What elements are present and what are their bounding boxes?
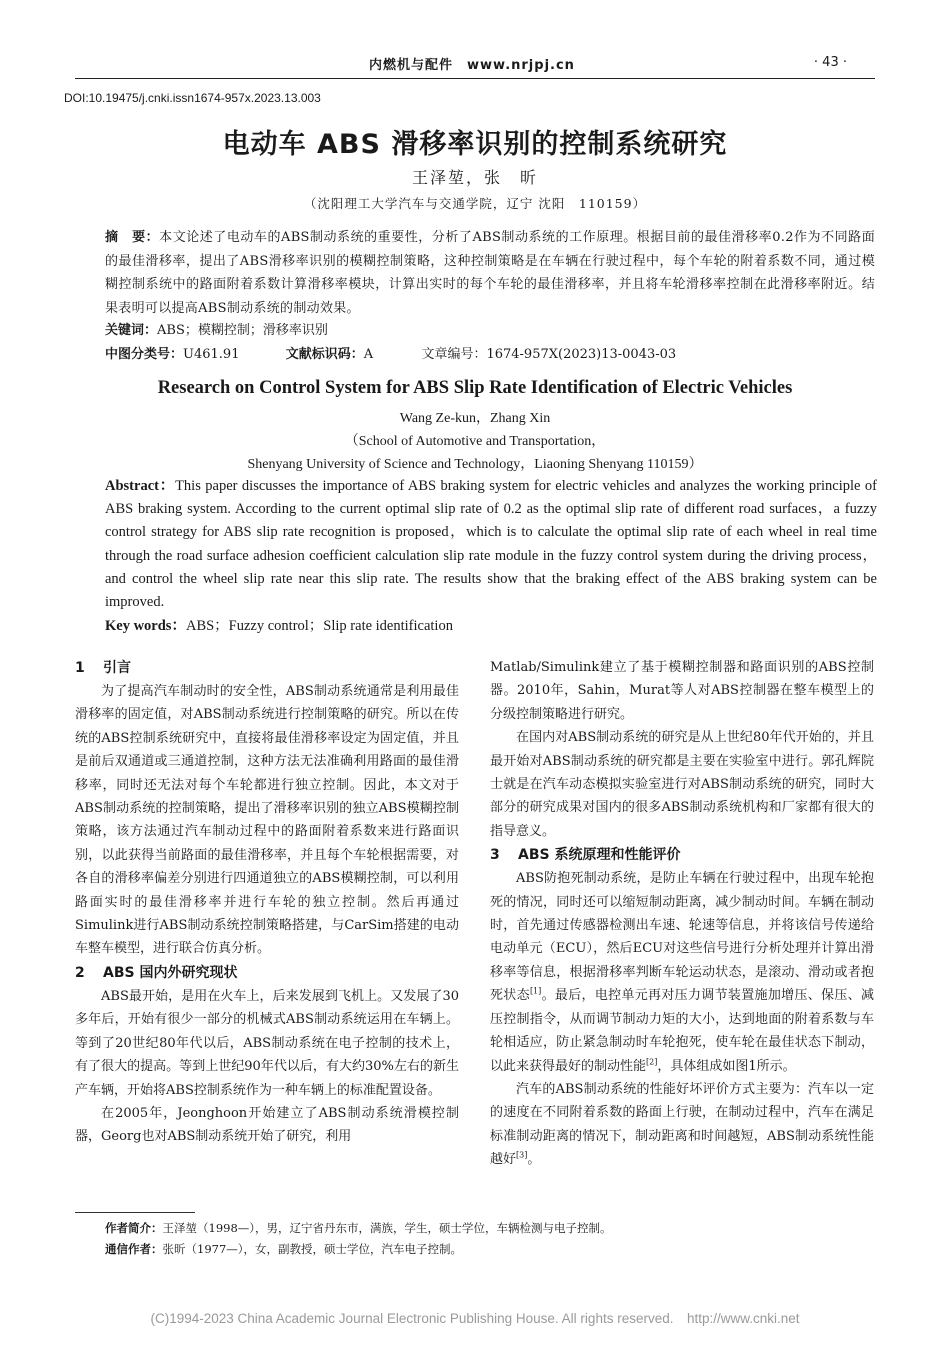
s3-p1-text-a: ABS防抱死制动系统，是防止车辆在行驶过程中，出现车轮抱死的情况，同时还可以缩短制动距离，减少制动时间。车辆在制动时，首先通过传感器检测出车速、轮速等信息，并将该信号传递给电动单元（ECU），然后ECU对这些信号进行分析处理并计算出滑移率等信息，根据滑移率判断车轮运动状态，是滚动、滑动或者抱死状态 [490,871,874,1004]
authors-chinese: 王泽堃，张 昕 [411,168,538,187]
abstract-en-label: Abstract： [105,478,176,494]
title-english: Research on Control System for ABS Slip Rate Identification of Electric Vehicles [157,378,793,398]
footnotes [105,1218,612,1260]
affiliation-chinese: （沈阳理工大学汽车与交通学院，辽宁 沈阳 110159） [303,196,647,211]
section-3-paragraph-1 [490,867,874,1078]
authors-english: Wang Ze-kun，Zhang Xin [399,411,551,426]
keywords-cn-text: ABS；模糊控制；滑移率识别 [157,323,328,338]
footnote-divider [75,1212,195,1213]
section-2-number: 2 [75,964,85,981]
abstract-english [105,475,877,614]
s3-p1-text-b: 。最后，电控单元再对压力调节装置施加增压、保压、减压控制指令，从而调节制动力矩的大小，达到地面的附着系数与车轮相适应，防止紧急制动时车轮抱死，使车轮在最佳状态下制动，以此来获得最好的制动性能 [490,988,874,1074]
abstract-en-text: This paper discusses the importance of ABS braking system for electric vehicles and analyzes the working principle of ABS braking system. According to the current optimal slip rate of 0.2 as the optimal slip rate of different road surfaces，a fuzzy control strategy for ABS slip rate recognition is proposed，which is to calculate the optimal slip rate of each wheel in real time through the road surface adhesion coefficient calculation slip rate module in the fuzzy control system during the driving process，and control the wheel slip rate near this slip rate. The results show that the braking effect of the ABS braking system can be improved. [105,478,877,611]
affiliation-english-line1: （School of Automotive and Transportation， [344,434,606,449]
keywords-en-label: Key words： [105,618,186,634]
doc-code-label: 文献标识码： [285,347,364,362]
author-bio-text: 王泽堃（1998—），男，辽宁省丹东市，满族，学生，硕士学位，车辆检测与电子控制。 [162,1221,612,1235]
article-no-value: 1674-957X(2023)13-0043-03 [486,347,677,362]
author-bio-label: 作者简介： [105,1221,163,1235]
body-column-right [490,656,874,1172]
clc-label: 中图分类号： [105,347,184,362]
section-1-paragraph: 为了提高汽车制动时的安全性，ABS制动系统通常是利用最佳滑移率的固定值，对ABS制动系统进行控制策略的研究。所以在传统的ABS控制系统研究中，直接将最佳滑移率设定为固定值，并且是前后双通道或三通道控制，这种方法无法准确利用路面的最佳滑移率，同时还无法对每个车轮都进行独立控制。因此，本文对于ABS制动系统的控制策略，提出了滑移率识别的独立ABS模糊控制策略，该方法通过汽车制动过程中的路面附着系数来进行路面识别，以此获得当前路面的最佳滑移率，并且每个车轮根据需要，对各自的滑移率偏差分别进行四通道独立的ABS模糊控制，可以利用路面实时的最佳滑移率并进行车轮的独立控制。然后再通过Simulink进行ABS制动系统控制策略搭建，与CarSim搭建的电动车整车模型，进行联合仿真分析。 [75,684,459,957]
section-3-number: 3 [490,847,500,864]
journal-name: 内燃机与配件 www.nrjpj.cn [369,58,575,73]
s3-p1-text-c: ，具体组成如图1所示。 [657,1058,796,1074]
section-2-paragraph-1: ABS最开始，是用在火车上，后来发展到飞机上。又发展了30多年后，开始有很少一部分的机械式ABS制动系统运用在车辆上。等到了20世纪80年代以后，ABS制动系统在电子控制的技术上，有了很大的提高。等到上世纪90年代以后，有大约30%左右的新生产车辆，开始将ABS控制系统作为一种车辆上的标准配置设备。 [75,988,459,1098]
corresponding-author [105,1239,612,1260]
title-chinese: 电动车 ABS 滑移率识别的控制系统研究 [222,129,728,160]
author-bio [105,1218,612,1239]
page-number: · 43 · [813,55,847,70]
section-3-paragraph-2 [490,1078,874,1172]
s3-p2-text-a: 汽车的ABS制动系统的性能好坏评价方式主要为：汽车以一定的速度在不同附着系数的路面上行驶，在制动过程中，汽车在满足标准制动距离的情况下，制动距离和时间越短，ABS制动系统性能越好 [490,1081,874,1168]
section-2-paragraph-3: 在国内对ABS制动系统的研究是从上世纪80年代开始的，并且最开始对ABS制动系统的研究都是主要在实验室中进行。郭孔辉院士就是在汽车动态模拟实验室进行对ABS制动系统的研究，同时大部分的研究成果对国内的很多ABS制动系统机构和厂家都有很大的指导意义。 [490,730,874,839]
keywords-english [105,614,453,635]
running-header [75,52,875,79]
doi[interactable]: DOI:10.19475/j.cnki.issn1674-957x.2023.13.003 [64,91,321,105]
section-1-number: 1 [75,660,85,676]
section-2-title: ABS 国内外研究现状 [103,964,238,981]
citation-1[interactable]: [1] [529,986,542,996]
citation-2[interactable]: [2] [646,1057,658,1067]
keywords-en-text: ABS；Fuzzy control；Slip rate identification [185,618,453,634]
section-1-title: 引言 [103,660,131,676]
section-2-heading [75,961,459,985]
classification-line [105,343,676,362]
abstract-cn-label: 摘 要： [105,230,160,245]
clc-value: U461.91 [183,347,240,362]
citation-3[interactable]: [3] [516,1150,528,1160]
keywords-chinese [105,319,328,338]
corresponding-author-label: 通信作者： [105,1242,163,1256]
keywords-cn-label: 关键词： [105,323,158,338]
section-2-paragraph-2-continued: Matlab/Simulink建立了基于模糊控制器和路面识别的ABS控制器。2010年，Sahin，Murat等人对ABS控制器在整车模型上的分级控制策略进行研究。 [490,660,874,722]
section-1-heading [75,656,459,680]
corresponding-author-text: 张昕（1977—），女，副教授，硕士学位，汽车电子控制。 [162,1242,463,1256]
section-3-title: ABS 系统原理和性能评价 [518,847,681,864]
doc-code-value: A [363,347,374,362]
body-column-left [75,656,459,1149]
section-2-paragraph-2: 在2005年，Jeonghoon开始建立了ABS制动系统滑模控制器，Georg也对ABS制动系统开始了研究，利用 [75,1105,459,1145]
article-no-label: 文章编号： [421,347,487,362]
abstract-cn-text: 本文论述了电动车的ABS制动系统的重要性，分析了ABS制动系统的工作原理。根据目前的最佳滑移率0.2作为不同路面的最佳滑移率，提出了ABS滑移率识别的模糊控制策略，这种控制策略是在车辆在行驶过程中，每个车轮的附着系数不同，通过模糊控制系统中的路面附着系数计算滑移率模块，计算出实时的每个车轮的最佳滑移率，并且将车轮滑移率控制在此滑移率附近。结果表明可以提高ABS制动系统的制动效果。 [105,230,875,316]
section-3-heading [490,843,874,867]
abstract-chinese [105,226,875,320]
s3-p2-text-b: 。 [527,1152,541,1168]
affiliation-english-line2: Shenyang University of Science and Technology，Liaoning Shenyang 110159） [247,457,703,472]
copyright-watermark: (C)1994-2023 China Academic Journal Electronic Publishing House. All rights reserved. http://www.cnki.net [150,1311,800,1326]
